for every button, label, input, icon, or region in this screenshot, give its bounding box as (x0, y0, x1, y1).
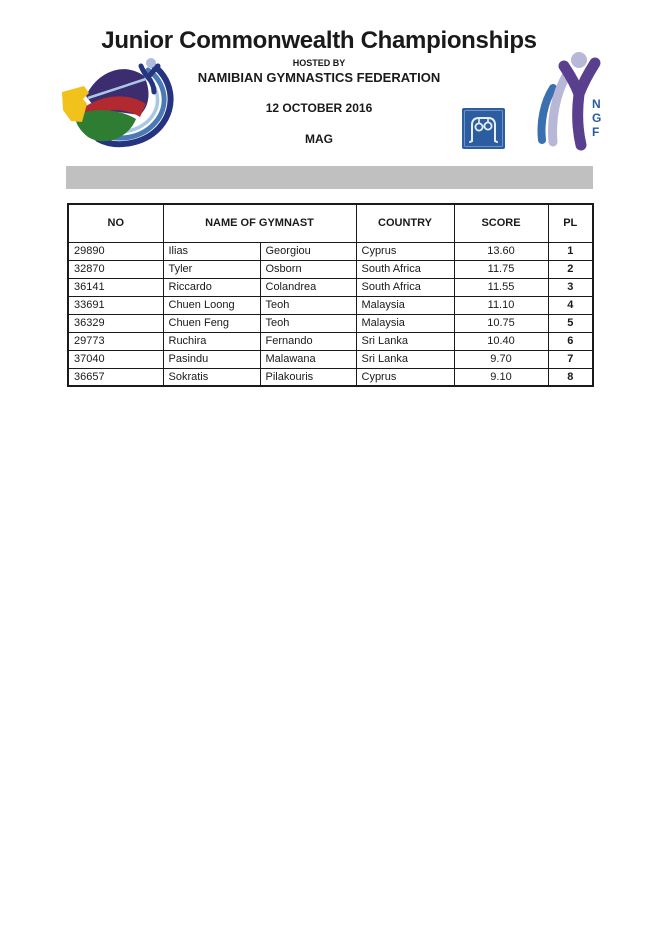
column-header-country: COUNTRY (356, 204, 454, 242)
federation-name: NAMIBIAN GYMNASTICS FEDERATION (197, 70, 441, 85)
gymnast-lastname-cell: Osborn (260, 260, 356, 278)
gymnast-firstname-cell: Pasindu (163, 350, 260, 368)
country-cell: South Africa (356, 278, 454, 296)
gymnast-firstname-cell: Chuen Feng (163, 314, 260, 332)
gymnast-firstname-cell: Sokratis (163, 368, 260, 386)
gymnast-lastname-cell: Fernando (260, 332, 356, 350)
score-cell: 10.40 (454, 332, 548, 350)
country-cell: Sri Lanka (356, 332, 454, 350)
score-cell: 10.75 (454, 314, 548, 332)
gymnast-firstname-cell: Tyler (163, 260, 260, 278)
country-cell: Malaysia (356, 296, 454, 314)
place-cell: 3 (548, 278, 593, 296)
score-cell: 11.75 (454, 260, 548, 278)
gymnast-no-cell: 29773 (68, 332, 163, 350)
gymnast-no-cell: 32870 (68, 260, 163, 278)
table-row (68, 278, 593, 296)
results-table (67, 203, 594, 387)
score-cell: 11.55 (454, 278, 548, 296)
ngf-letter-f: F (592, 125, 600, 139)
place-cell: 5 (548, 314, 593, 332)
gymnast-no-cell: 36141 (68, 278, 163, 296)
page-title: Junior Commonwealth Championships (101, 27, 537, 54)
country-cell: Sri Lanka (356, 350, 454, 368)
country-cell: South Africa (356, 260, 454, 278)
gymnast-no-cell: 36657 (68, 368, 163, 386)
gymnast-lastname-cell: Teoh (260, 296, 356, 314)
table-row (68, 314, 593, 332)
gymnast-lastname-cell: Teoh (260, 314, 356, 332)
score-cell: 9.10 (454, 368, 548, 386)
gymnast-no-cell: 37040 (68, 350, 163, 368)
gymnast-firstname-cell: Riccardo (163, 278, 260, 296)
table-row (68, 260, 593, 278)
event-discipline: MAG (305, 132, 333, 146)
score-cell: 13.60 (454, 242, 548, 260)
gymnast-no-cell: 36329 (68, 314, 163, 332)
place-cell: 6 (548, 332, 593, 350)
gymnast-lastname-cell: Malawana (260, 350, 356, 368)
place-cell: 8 (548, 368, 593, 386)
gymnast-no-cell: 33691 (68, 296, 163, 314)
place-cell: 4 (548, 296, 593, 314)
country-cell: Malaysia (356, 314, 454, 332)
score-cell: 9.70 (454, 350, 548, 368)
section-bar (66, 166, 593, 189)
column-header-no: NO (68, 204, 163, 242)
event-date: 12 OCTOBER 2016 (265, 101, 373, 115)
score-cell: 11.10 (454, 296, 548, 314)
table-row (68, 368, 593, 386)
gymnast-firstname-cell: Ilias (163, 242, 260, 260)
place-cell: 7 (548, 350, 593, 368)
gymnast-lastname-cell: Pilakouris (260, 368, 356, 386)
table-row (68, 350, 593, 368)
column-header-score: SCORE (454, 204, 548, 242)
table-header-row (68, 204, 593, 242)
gymnast-lastname-cell: Colandrea (260, 278, 356, 296)
hosted-by-label: HOSTED BY (292, 58, 346, 68)
column-header-name: NAME OF GYMNAST (163, 204, 356, 242)
gymnast-no-cell: 29890 (68, 242, 163, 260)
ngf-letter-n: N (592, 97, 601, 111)
country-cell: Cyprus (356, 368, 454, 386)
place-cell: 2 (548, 260, 593, 278)
gymnast-lastname-cell: Georgiou (260, 242, 356, 260)
ngf-letter-g: G (592, 111, 602, 125)
table-row (68, 332, 593, 350)
column-header-pl: PL (548, 204, 593, 242)
country-cell: Cyprus (356, 242, 454, 260)
table-row (68, 296, 593, 314)
table-row (68, 242, 593, 260)
gymnast-firstname-cell: Chuen Loong (163, 296, 260, 314)
gymnast-firstname-cell: Ruchira (163, 332, 260, 350)
place-cell: 1 (548, 242, 593, 260)
